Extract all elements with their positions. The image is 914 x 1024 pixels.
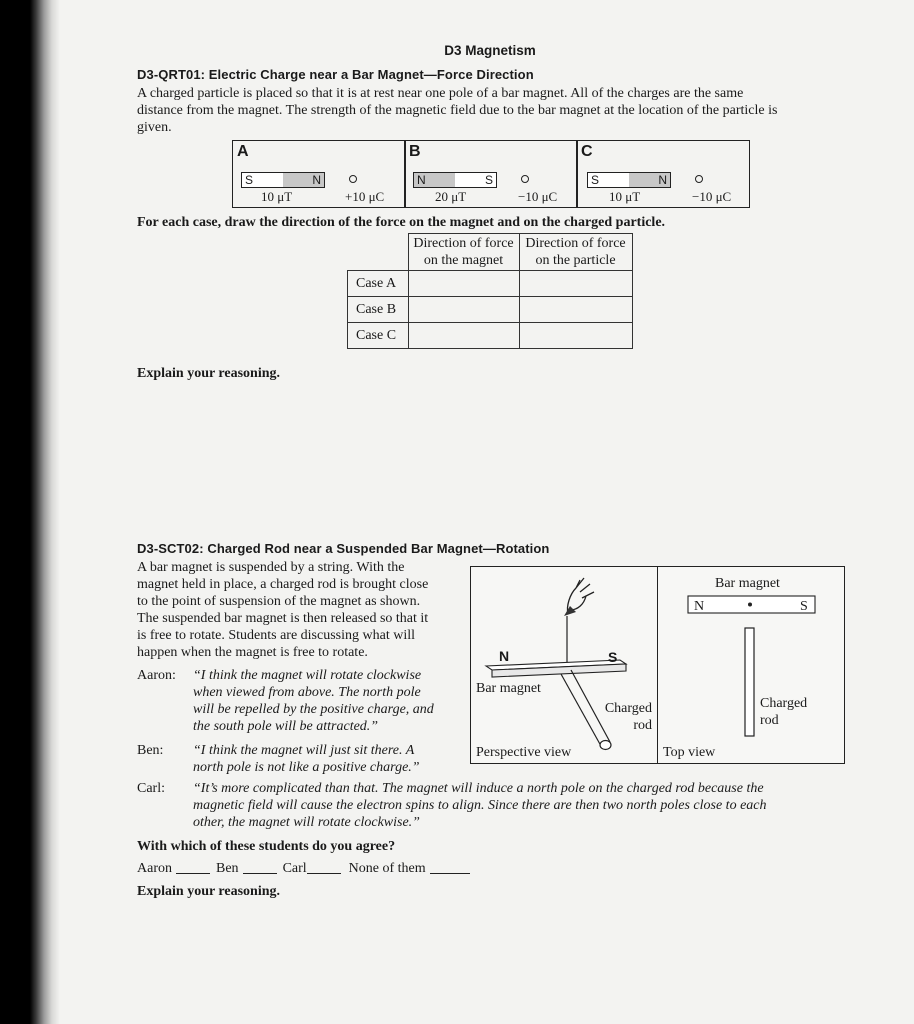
blank-carl[interactable] <box>307 860 341 874</box>
q1-intro-line: given. <box>137 120 172 135</box>
student-statement-ben <box>193 742 468 776</box>
q2-explain-prompt: Explain your reasoning. <box>137 884 281 899</box>
case-label: A <box>237 143 249 160</box>
magnet-pole-left: S <box>588 173 629 187</box>
charged-particle-icon <box>349 175 357 183</box>
top-view-n-label: N <box>694 599 705 614</box>
page-title: D3 Magnetism <box>444 43 536 58</box>
field-strength: 10 μT <box>261 189 293 204</box>
answer-cell[interactable] <box>408 271 519 297</box>
statement-line: magnetic field will cause the electron spins to align. Since there are then two north poles close to each <box>193 798 767 813</box>
col-header-particle <box>519 234 632 271</box>
answer-cell[interactable] <box>519 271 632 297</box>
top-view-s-label: S <box>800 599 808 614</box>
particle-charge: −10 μC <box>692 189 732 204</box>
bar-magnet <box>241 172 325 188</box>
rod-label-line: rod <box>633 718 652 733</box>
choice-carl: Carl <box>282 861 307 876</box>
q2-intro-line: happen when the magnet is free to rotate. <box>137 645 368 660</box>
perspective-magnet-label: Bar magnet <box>476 681 541 696</box>
particle-charge: −10 μC <box>518 189 558 204</box>
table-row <box>348 323 633 349</box>
q2-heading: D3-SCT02: Charged Rod near a Suspended Bar Magnet—Rotation <box>137 541 550 556</box>
top-view-rod-label <box>760 695 807 729</box>
rod-label-line: Charged <box>760 696 808 711</box>
q2-intro-line: to the point of suspension of the magnet as shown. <box>137 594 421 609</box>
q2-intro-line: magnet held in place, a charged rod is brought close <box>137 577 429 592</box>
q2-intro-line: The suspended bar magnet is then released so that it <box>137 611 429 626</box>
magnet-pole-left: N <box>414 173 455 187</box>
bar-magnet <box>587 172 671 188</box>
case-label: B <box>409 143 421 160</box>
statement-line: “I think the magnet will rotate clockwise <box>193 668 422 683</box>
statement-line: will be repelled by the positive charge, and <box>193 702 434 717</box>
field-strength: 10 μT <box>609 189 641 204</box>
q2-question: With which of these students do you agree? <box>137 839 396 854</box>
table-corner <box>348 234 409 271</box>
q2-intro-line: is free to rotate. Students are discussing what will <box>137 628 415 643</box>
top-view-rod <box>745 628 754 736</box>
statement-line: “I think the magnet will just sit there. A <box>193 743 415 758</box>
answer-cell[interactable] <box>408 323 519 349</box>
statement-line: “It’s more complicated than that. The magnet will induce a north pole on the charged rod because the <box>193 781 764 796</box>
case-a-figure <box>232 140 406 208</box>
perspective-caption: Perspective view <box>476 745 572 760</box>
table-row <box>348 271 633 297</box>
table-row <box>348 297 633 323</box>
q1-instruction: For each case, draw the direction of the force on the magnet and on the charged particle. <box>137 215 666 230</box>
blank-none[interactable] <box>430 860 470 874</box>
student-statement-aaron <box>193 667 468 735</box>
case-b-figure <box>404 140 578 208</box>
top-view-magnet-label: Bar magnet <box>715 576 780 591</box>
row-label: Case C <box>348 323 409 349</box>
charged-particle-icon <box>695 175 703 183</box>
blank-ben[interactable] <box>243 860 277 874</box>
q1-intro <box>137 85 857 136</box>
charged-particle-icon <box>521 175 529 183</box>
top-view-caption: Top view <box>663 745 716 760</box>
student-name-carl: Carl: <box>137 781 165 796</box>
fingers-icon <box>564 606 576 616</box>
rod-label-line: rod <box>760 713 779 728</box>
magnet-pole-right: S <box>455 173 496 187</box>
col-header-line: Direction of force <box>413 236 514 251</box>
perspective-drawing <box>470 566 844 763</box>
student-name-aaron: Aaron: <box>137 668 176 683</box>
q1-explain-prompt: Explain your reasoning. <box>137 366 281 381</box>
answer-cell[interactable] <box>408 297 519 323</box>
statement-line: north pole is not like a positive charge.” <box>193 760 420 775</box>
col-header-magnet <box>408 234 519 271</box>
student-name-ben: Ben: <box>137 743 164 758</box>
q2-intro <box>137 559 467 661</box>
q1-intro-line: distance from the magnet. The strength of the magnetic field due to the bar magnet at the location of the particle is <box>137 103 778 118</box>
rod-label-line: Charged <box>604 701 652 716</box>
col-header-line: Direction of force <box>525 236 626 251</box>
answer-table <box>347 233 633 349</box>
answer-cell[interactable] <box>519 297 632 323</box>
magnet-pole-left: S <box>242 173 283 187</box>
magnet-pole-right: N <box>283 173 324 187</box>
statement-line: other, the magnet will rotate clockwise.” <box>193 815 420 830</box>
case-label: C <box>581 143 593 160</box>
blank-aaron[interactable] <box>176 860 210 874</box>
field-strength: 20 μT <box>435 189 467 204</box>
q2-intro-line: A bar magnet is suspended by a string. With the <box>137 560 405 575</box>
particle-charge: +10 μC <box>345 189 385 204</box>
q1-heading: D3-QRT01: Electric Charge near a Bar Magnet—Force Direction <box>137 67 534 82</box>
choice-ben: Ben <box>216 861 239 876</box>
statement-line: the south pole will be attracted.” <box>193 719 379 734</box>
choice-none: None of them <box>348 861 426 876</box>
q1-intro-line: A charged particle is placed so that it is at rest near one pole of a bar magnet. All of the charges are the same <box>137 86 744 101</box>
perspective-rod-label <box>600 700 652 734</box>
row-label: Case B <box>348 297 409 323</box>
suspension-point-icon <box>748 603 752 607</box>
magnet-pole-right: N <box>629 173 670 187</box>
q2-choices <box>137 860 470 877</box>
col-header-line: on the magnet <box>423 253 504 268</box>
choice-aaron: Aaron <box>137 861 172 876</box>
answer-cell[interactable] <box>519 323 632 349</box>
bar-magnet <box>413 172 497 188</box>
statement-line: when viewed from above. The north pole <box>193 685 421 700</box>
col-header-line: on the particle <box>535 253 616 268</box>
perspective-s-label: S <box>608 649 618 665</box>
charged-rod-end <box>600 741 611 750</box>
row-label: Case A <box>348 271 409 297</box>
student-statement-carl <box>193 780 843 831</box>
case-c-figure <box>576 140 750 208</box>
charged-rod-edge <box>561 674 601 746</box>
perspective-n-label: N <box>499 648 510 664</box>
